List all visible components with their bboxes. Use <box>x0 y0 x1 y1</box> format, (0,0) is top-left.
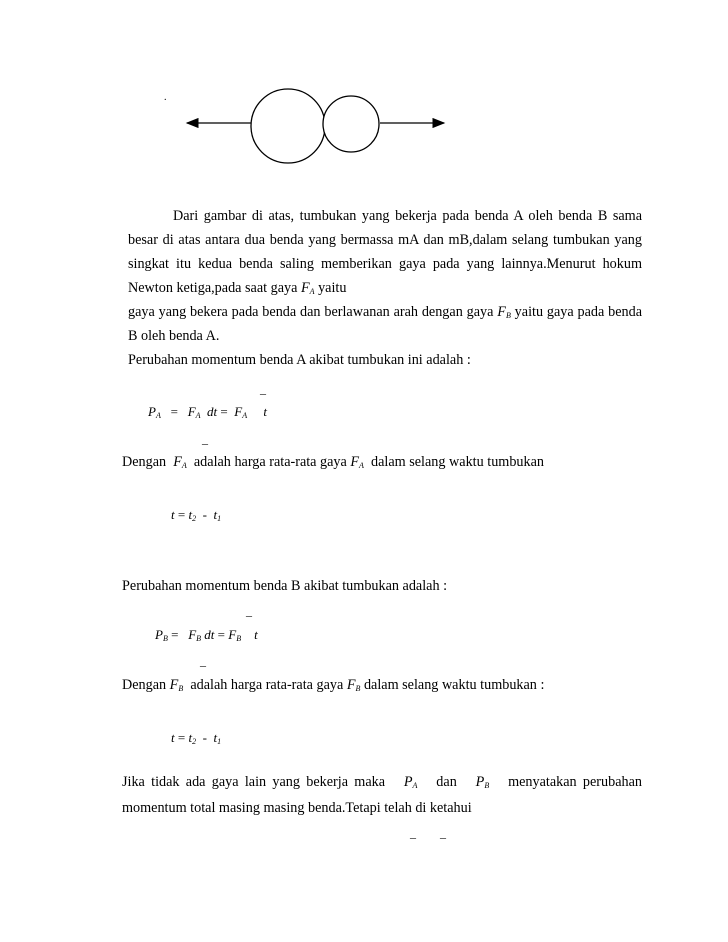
equation-time-interval-b: $t = t_2 - t_1$ <box>171 730 222 746</box>
paragraph-intro <box>128 204 642 372</box>
para1-line5: gaya yang bekera pada benda dan berlawanan arah dengan gaya $F_B$ yaitu gaya pada benda <box>128 304 643 320</box>
equation-momentum-a: $P_A$ = $F_A$ dt = $F_A$ t <box>148 404 267 420</box>
sphere-a <box>251 89 325 163</box>
paragraph-momentum-b: Perubahan momentum benda B akibat tumbukan adalah : <box>122 578 448 594</box>
eq-b-def-overbar: _ <box>200 654 206 668</box>
para1-line3: singkat itu kedua benda saling memberikan gaya pada yang lainnya.Menurut hokum <box>128 256 642 272</box>
definition-fb: Dengan $F_B$ adalah harga rata-rata gaya $F_B$ dalam selang waktu tumbukan : <box>122 677 545 693</box>
equation-momentum-b: $P_B$ = $F_B$ dt = $F_B$ t <box>155 627 258 643</box>
figure-dot: . <box>164 92 167 103</box>
paragraph-conclusion-line1: Jika tidak ada gaya lain yang bekerja maka $P_A$ dan $P_B$ menyatakan perubahan <box>122 774 642 790</box>
eq-b-overbar: _ <box>246 604 252 618</box>
trailing-overbar-1: _ <box>410 826 416 840</box>
para1-line7: Perubahan momentum benda A akibat tumbukan ini adalah : <box>128 352 471 368</box>
sphere-b <box>323 96 379 152</box>
para1-line2: besar di atas antara dua benda yang bermassa mA dan mB,dalam selang tumbukan yang <box>128 232 642 248</box>
definition-fa: Dengan $F_A$ adalah harga rata-rata gaya $F_A$ dalam selang waktu tumbukan <box>122 454 544 470</box>
para1-line6: B oleh benda A. <box>128 328 220 344</box>
paragraph-conclusion-line2: momentum total masing masing benda.Tetapi telah di ketahui <box>122 800 472 816</box>
eq-a-overbar: _ <box>260 382 266 396</box>
equation-time-interval-a: $t = t_2 - t_1$ <box>171 507 222 523</box>
para1-line1: Dari gambar di atas, tumbukan yang bekerja pada benda A oleh benda B sama <box>173 208 642 224</box>
para1-line4: Newton ketiga,pada saat gaya $F_A$ yaitu <box>128 280 347 296</box>
eq-a-def-overbar: _ <box>202 432 208 446</box>
trailing-overbar-2: _ <box>440 826 446 840</box>
